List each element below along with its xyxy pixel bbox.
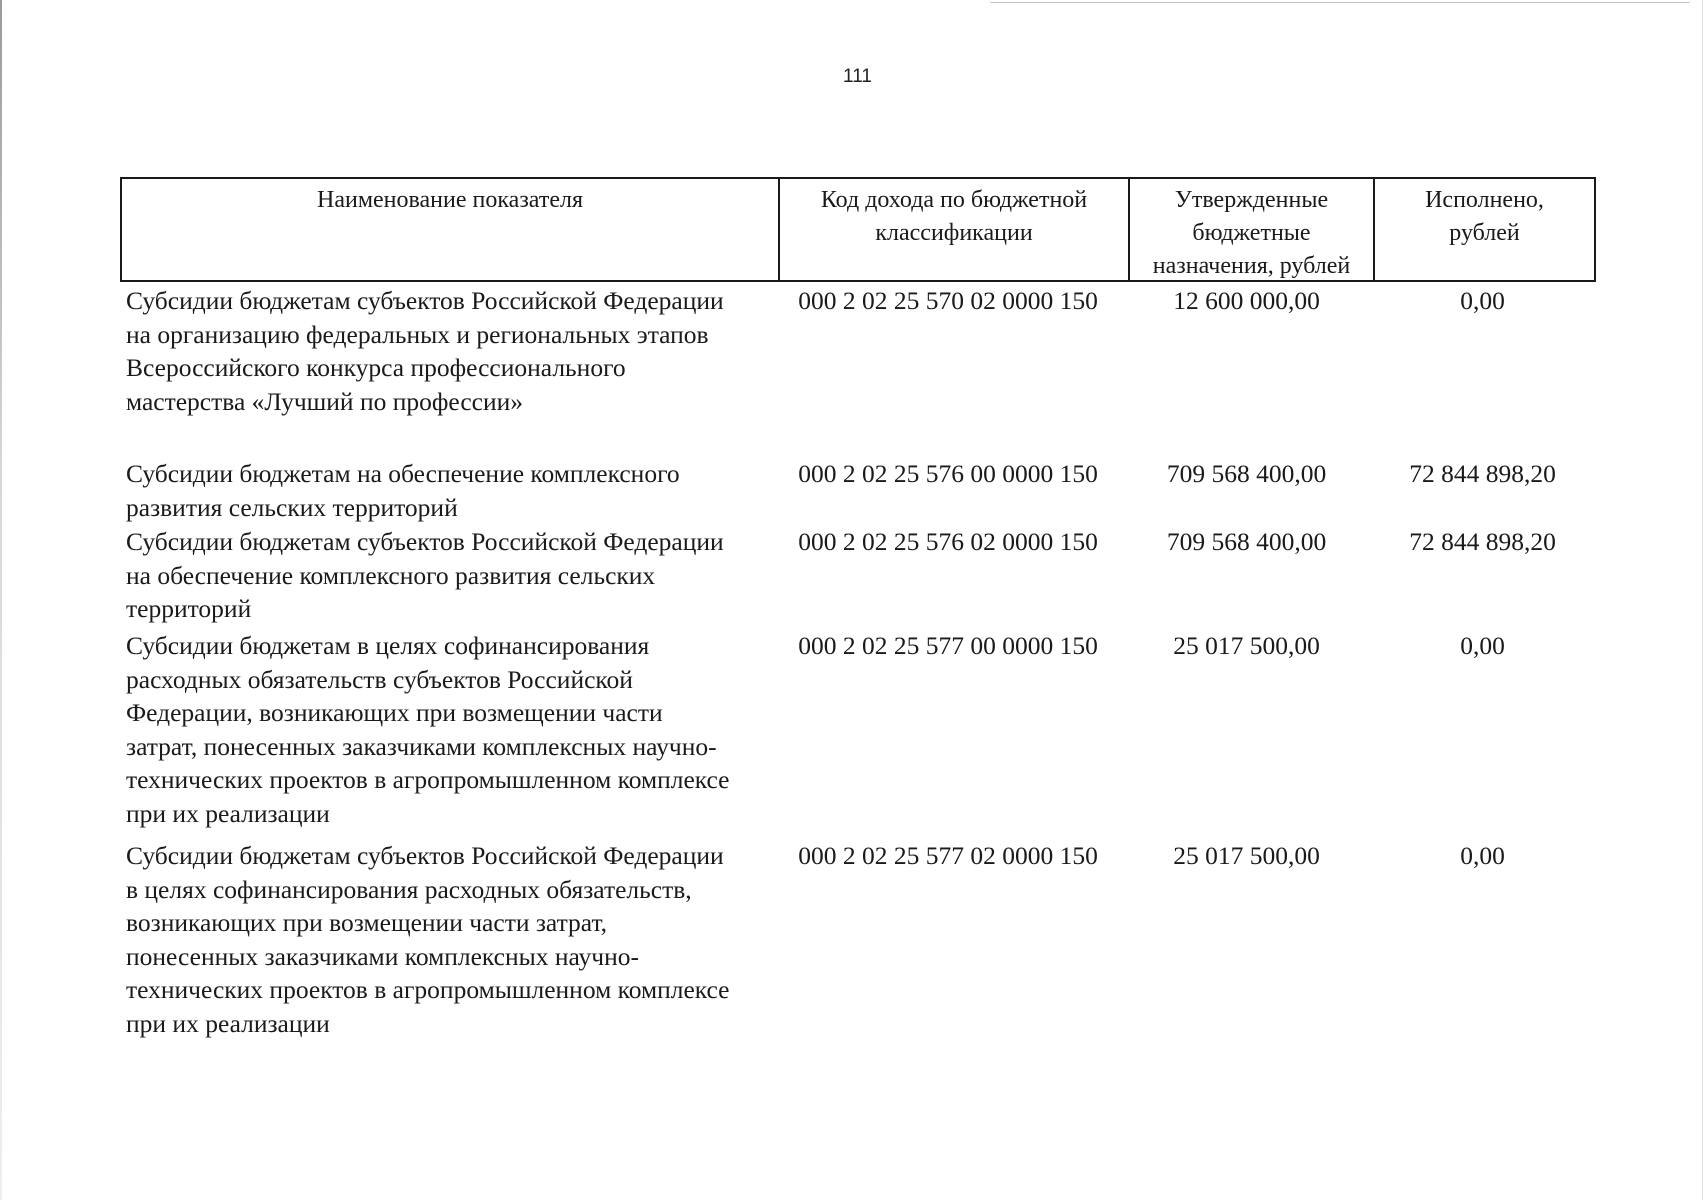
row-income-code: 000 2 02 25 577 02 0000 150: [798, 841, 1098, 870]
row-income-code: 000 2 02 25 576 00 0000 150: [798, 459, 1098, 488]
header-income-code: Код дохода по бюджетной классификации: [780, 179, 1130, 280]
row-executed-amount: 0,00: [1460, 841, 1505, 870]
row-indicator-name: Субсидии бюджетам субъектов Российской Федерации в целях софинансирования расходных обязательств, возникающих при возмещении части затрат, понесенных заказчиками комплексных научно- технических проектов в агропромышленном комплексе при их реализации: [126, 841, 730, 1038]
table-row: [120, 457, 1596, 525]
row-income-code: 000 2 02 25 570 02 0000 150: [798, 286, 1098, 315]
page-number: 111: [843, 66, 872, 87]
row-income-code: 000 2 02 25 576 02 0000 150: [798, 527, 1098, 556]
row-executed-amount: 0,00: [1460, 286, 1505, 315]
header-executed-amount: Исполнено, рублей: [1425, 187, 1544, 246]
table-header: [120, 177, 1596, 282]
header-indicator-name: Наименование показателя: [122, 179, 780, 280]
table-row: [120, 525, 1596, 629]
table-body: [120, 284, 1596, 1049]
table-row: [120, 284, 1596, 457]
row-income-code: 000 2 02 25 577 00 0000 150: [798, 631, 1098, 660]
scan-edge-right: [1702, 0, 1703, 1200]
row-approved-amount: 25 017 500,00: [1173, 841, 1320, 870]
row-approved-amount: 709 568 400,00: [1166, 527, 1327, 556]
row-executed-amount: 72 844 898,20: [1409, 459, 1556, 488]
table-row: [120, 839, 1596, 1049]
row-indicator-name: Субсидии бюджетам на обеспечение комплексного развития сельских территорий: [126, 459, 680, 522]
row-indicator-name: Субсидии бюджетам в целях софинансирования расходных обязательств субъектов Российской Федерации, возникающих при возмещении части затрат, понесенных заказчиками комплексных научно- технических проектов в агропромышленном комплексе при их реализации: [126, 631, 730, 828]
row-executed-amount: 72 844 898,20: [1409, 527, 1556, 556]
table-row: [120, 629, 1596, 839]
scan-edge-top: [990, 2, 1690, 3]
row-approved-amount: 709 568 400,00: [1166, 459, 1327, 488]
row-indicator-name: Субсидии бюджетам субъектов Российской Федерации на обеспечение комплексного развития сельских территорий: [126, 527, 724, 623]
row-approved-amount: 25 017 500,00: [1173, 631, 1320, 660]
row-approved-amount: 12 600 000,00: [1173, 286, 1320, 315]
scan-edge-left: [0, 0, 2, 1200]
row-indicator-name: Субсидии бюджетам субъектов Российской Федерации на организацию федеральных и региональных этапов Всероссийского конкурса профессионального мастерства «Лучший по профессии»: [126, 286, 724, 416]
row-executed-amount: 0,00: [1460, 631, 1505, 660]
header-approved-amount: Утвержденные бюджетные назначения, рублей: [1130, 179, 1375, 280]
